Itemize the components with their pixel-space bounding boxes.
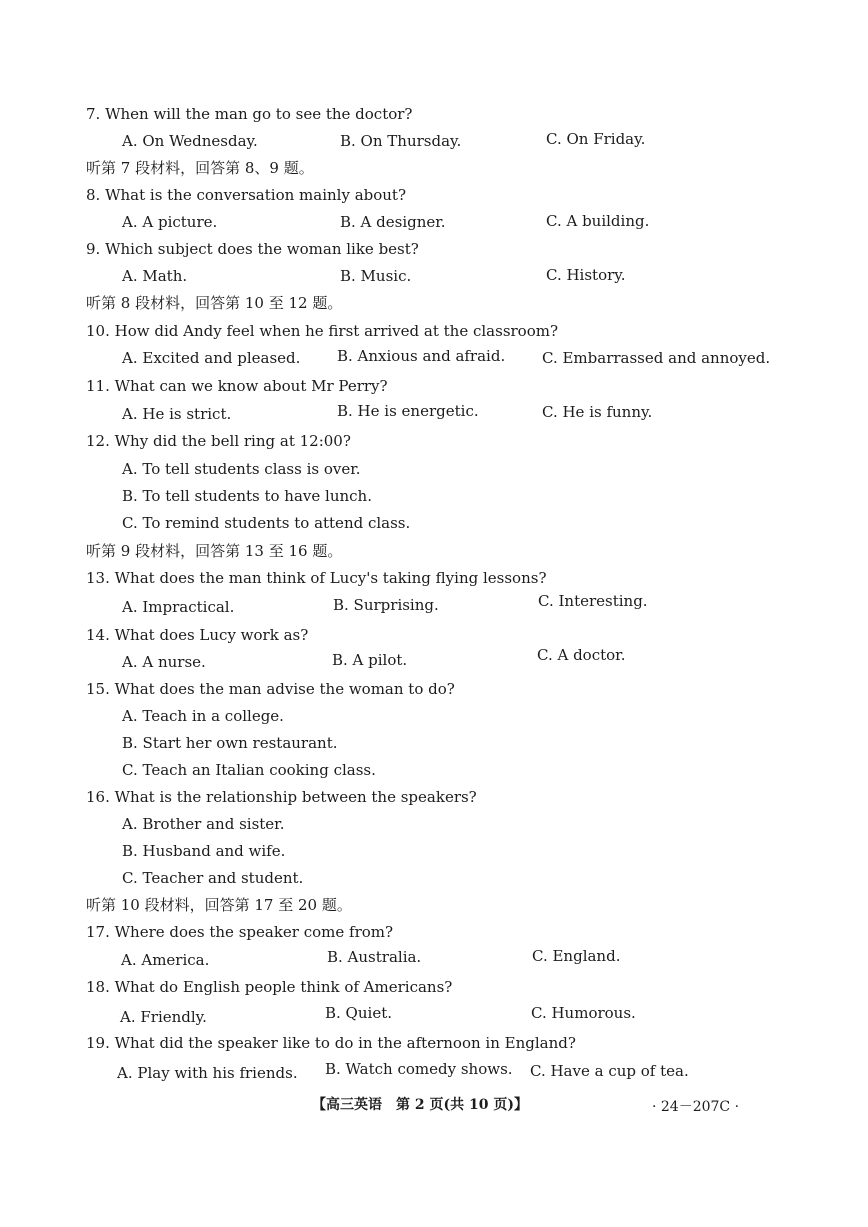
question-16-stem: 16. What is the relationship between the speakers? bbox=[86, 788, 477, 806]
question-7-option-c: C. On Friday. bbox=[546, 130, 646, 148]
question-16-option-c: C. Teacher and student. bbox=[122, 869, 304, 887]
question-17-option-a: A. America. bbox=[121, 951, 210, 969]
question-9-stem: 9. Which subject does the woman like best? bbox=[86, 240, 419, 258]
question-19-stem: 19. What did the speaker like to do in the afternoon in England? bbox=[86, 1034, 576, 1052]
question-11-stem: 11. What can we know about Mr Perry? bbox=[86, 377, 388, 395]
question-12-stem: 12. Why did the bell ring at 12:00? bbox=[86, 432, 351, 450]
question-12-option-b: B. To tell students to have lunch. bbox=[122, 487, 372, 505]
question-10-option-b: B. Anxious and afraid. bbox=[337, 347, 506, 365]
question-10-option-c: C. Embarrassed and annoyed. bbox=[542, 349, 771, 367]
question-12-option-c: C. To remind students to attend class. bbox=[122, 514, 411, 532]
question-9-option-a: A. Math. bbox=[122, 267, 188, 285]
question-14-option-c: C. A doctor. bbox=[537, 646, 626, 664]
section-header-9: 听第 9 段材料，回答第 13 至 16 题。 bbox=[86, 542, 343, 560]
question-12-option-a: A. To tell students class is over. bbox=[122, 460, 361, 478]
question-11-option-a: A. He is strict. bbox=[122, 405, 232, 423]
question-16-option-a: A. Brother and sister. bbox=[122, 815, 285, 833]
question-17-option-b: B. Australia. bbox=[327, 948, 422, 966]
question-9-option-b: B. Music. bbox=[340, 267, 412, 285]
question-9-option-c: C. History. bbox=[546, 266, 626, 284]
question-18-stem: 18. What do English people think of Americans? bbox=[86, 978, 453, 996]
section-header-8: 听第 8 段材料，回答第 10 至 12 题。 bbox=[86, 294, 343, 312]
question-19-option-c: C. Have a cup of tea. bbox=[530, 1062, 689, 1080]
question-10-option-a: A. Excited and pleased. bbox=[122, 349, 301, 367]
question-7-option-b: B. On Thursday. bbox=[340, 132, 462, 150]
question-8-option-b: B. A designer. bbox=[340, 213, 446, 231]
page-footer-label: 【高三英语 第 2 页(共 10 页)】 bbox=[312, 1097, 528, 1113]
question-11-option-c: C. He is funny. bbox=[542, 403, 653, 421]
question-14-option-b: B. A pilot. bbox=[332, 651, 408, 669]
question-7-option-a: A. On Wednesday. bbox=[122, 132, 258, 150]
section-header-7: 听第 7 段材料，回答第 8、9 题。 bbox=[86, 159, 314, 177]
question-18-option-b: B. Quiet. bbox=[325, 1004, 392, 1022]
question-11-option-b: B. He is energetic. bbox=[337, 402, 479, 420]
question-17-stem: 17. Where does the speaker come from? bbox=[86, 923, 394, 941]
question-14-option-a: A. A nurse. bbox=[122, 653, 206, 671]
question-10-stem: 10. How did Andy feel when he first arrived at the classroom? bbox=[86, 322, 559, 340]
question-13-option-b: B. Surprising. bbox=[333, 596, 439, 614]
question-19-option-a: A. Play with his friends. bbox=[117, 1064, 298, 1082]
question-13-stem: 13. What does the man think of Lucy's taking flying lessons? bbox=[86, 569, 547, 587]
question-8-option-a: A. A picture. bbox=[122, 213, 218, 231]
page-footer-code: · 24－207C · bbox=[652, 1099, 740, 1115]
question-18-option-c: C. Humorous. bbox=[531, 1004, 636, 1022]
question-8-option-c: C. A building. bbox=[546, 212, 650, 230]
section-header-10: 听第 10 段材料，回答第 17 至 20 题。 bbox=[86, 896, 352, 914]
question-8-stem: 8. What is the conversation mainly about? bbox=[86, 186, 407, 204]
question-13-option-a: A. Impractical. bbox=[122, 598, 235, 616]
question-16-option-b: B. Husband and wife. bbox=[122, 842, 286, 860]
question-18-option-a: A. Friendly. bbox=[120, 1008, 207, 1026]
question-15-stem: 15. What does the man advise the woman to do? bbox=[86, 680, 455, 698]
question-14-stem: 14. What does Lucy work as? bbox=[86, 626, 309, 644]
question-15-option-b: B. Start her own restaurant. bbox=[122, 734, 338, 752]
question-19-option-b: B. Watch comedy shows. bbox=[325, 1060, 513, 1078]
question-17-option-c: C. England. bbox=[532, 947, 621, 965]
question-7-stem: 7. When will the man go to see the doctor? bbox=[86, 105, 413, 123]
question-13-option-c: C. Interesting. bbox=[538, 592, 648, 610]
question-15-option-a: A. Teach in a college. bbox=[122, 707, 284, 725]
question-15-option-c: C. Teach an Italian cooking class. bbox=[122, 761, 376, 779]
